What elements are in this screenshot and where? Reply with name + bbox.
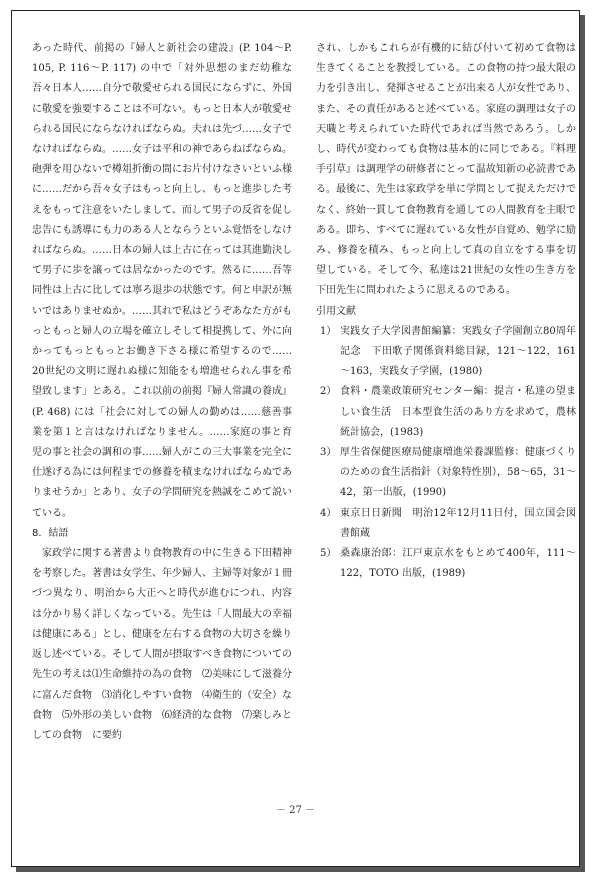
reference-number: 1） (320, 325, 337, 337)
references-heading: 引用文献 (316, 305, 356, 317)
reference-text: 厚生省保健医療局健康増進栄養課監修：健康づくりのための食生活指針（対象特性別），58～65，31～42，第一出版，(1990) (340, 447, 576, 499)
page-number: － 27 － (275, 805, 316, 816)
reference-item (316, 322, 576, 383)
reference-text: 食料・農業政策研究センター編：提言・私達の望ましい食生活 日本型食生活のあり方を求めて，農林統計協会，(1983) (340, 386, 576, 438)
body-paragraph: 家政学に関する著書より食物教育の中に生きる下田精神を考察した。著書は女学生、年少婦人、主婦等対象が１冊づつ異なり、明治から大正へと時代が進むにつれ、内容は分かり易く詳しくなっている。先生は「人間最大の幸福は健康にある」とし、健康を左右する食物の大切さを繰り返し述べている。そして人間が摂取すべき食物についての先生の考えは⑴生命維持の為の食物 ⑵美味にして滋養分に富んだ食物 ⑶消化しやすい食物 ⑷衛生的（安全）な食物 ⑸外形の美しい食物 ⑹経済的な食物 ⑺楽しみとしての食物 に要約 (32, 548, 292, 741)
reference-item (316, 544, 576, 584)
reference-text: 東京日日新聞 明治12年12月11日付，国立国会図書館蔵 (340, 507, 576, 539)
body-paragraph: あった時代、前掲の『婦人と新社会の建設』(P. 104～P. 105, P. 116～P. 117) の中で「対外思想のまだ幼稚な吾々日本人……自分で敬愛せられる国民にならずに、外国に敬愛を強要することは不可ない。もっと日本人が敬愛せられる国民にならなければならぬ。夫れは先づ……女子でなければならぬ。……女子は平和の神であらねばならぬ。砲弾を用ひないで樽俎折衝の間にお片付けなさいといふ様に……だから吾々女子はもっと向上し、もっと進歩した考えをもって注意をいたしまして、而して男子の反省を促し忠告にも誘導にも力のある人とならうといふ覚悟をしなければならぬ。……日本の婦人は上古に在っては其進勤決して男子に歩を譲っては居なかったのです。然るに……吾等同性は上古に比しては寧ろ退歩の状態です。何と申訳が無いではありませぬか。……其れで私はどうぞあなた方がもっともっと婦人の立場を確立しそして相提携して、外に向かってもっともっとお働き下さる様に希望するので……20世紀の文明に遅れぬ様に知能をも増進せられん事を希望致します」とある。これ以前の前掲『婦人常識の養成』(P. 468) には「社会に対しての婦人の勤めは……慈善事業を第１と言はなければなりません。……家庭の事と育児の事と社会の調和の事……婦人がこの三大事業を完全に仕遂げる為には何程までの修養を積まなければならぬでありませうか」とあり、女子の学問研究を熱誠をこめて説いている。 (32, 43, 292, 519)
reference-number: 5） (320, 548, 337, 560)
document-page (11, 10, 580, 867)
right-column (316, 39, 576, 584)
reference-number: 4） (320, 507, 337, 519)
left-column (32, 39, 292, 746)
reference-number: 2） (320, 386, 337, 398)
section-heading: 8．結語 (32, 527, 69, 539)
body-paragraph: され、しかもこれらが有機的に結び付いて初めて食物は生きてくることを教授している。この食物の持つ最大限の力を引き出し、発揮させることが出来る人が女性であり、また、その責任があると述べている。家庭の調理は女子の天職と考えられていた時代であれば当然であろう。しかし、時代が変わっても食物は基本的に同じである。『料理手引草』は調理学の研修者にとって温故知新の必読書である。最後に、先生は家政学を単に学問として捉えただけでなく、終始一貫して食物教育を通しての人間教育を主眼である。即ち、すべてに遅れている女性が自覚め、勉学に励み、修養を積み、もっと向上して真の自立をする事を切望している。そして今、私達は21世紀の女性の生き方を下田先生に問われたように思えるのである。 (316, 43, 576, 297)
reference-text: 桑森康治郎：江戸東京水をもとめて400年，111～122，TOTO 出版，(1989) (340, 548, 576, 580)
reference-text: 実践女子大学図書館編纂：実践女子学園創立80周年記念 下田歌子関係資料総目録，121～122，161～163，実践女子学園，(1980) (340, 325, 576, 378)
reference-item (316, 443, 576, 504)
reference-number: 3） (320, 447, 337, 459)
reference-item (316, 504, 576, 544)
references-list (316, 322, 576, 585)
reference-item (316, 382, 576, 443)
